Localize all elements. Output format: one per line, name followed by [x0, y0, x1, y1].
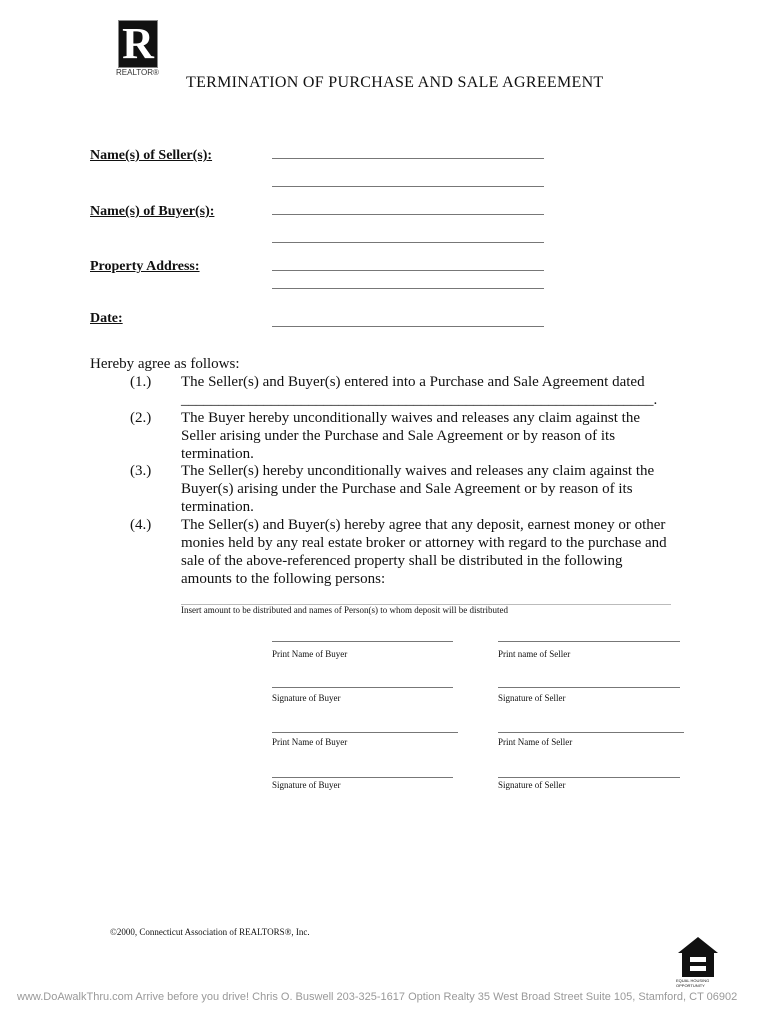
clause-2-line: The Buyer hereby unconditionally waives and releases any claim against the [181, 410, 641, 426]
seller-signature-label: Signature of Seller [498, 693, 566, 703]
buyer-print-label: Print Name of Buyer [272, 649, 348, 659]
seller-print-line-1[interactable] [498, 641, 680, 642]
logo-letter: R [122, 19, 154, 68]
seller-print-label: Print name of Seller [498, 649, 571, 659]
seller-print-label: Print Name of Seller [498, 737, 573, 747]
intro-text: Hereby agree as follows: [90, 356, 240, 372]
clause-2-line: termination. [181, 446, 254, 462]
page-title: TERMINATION OF PURCHASE AND SALE AGREEMENT [186, 74, 604, 91]
clause-1-number: (1.) [130, 374, 152, 390]
date-line[interactable] [272, 326, 544, 327]
seller-names-line-2[interactable] [272, 186, 544, 187]
copyright-notice: ©2000, Connecticut Association of REALTORS®, Inc. [110, 927, 310, 937]
clause-4-line: The Seller(s) and Buyer(s) hereby agree that any deposit, earnest money or other [181, 517, 666, 533]
buyer-signature-label: Signature of Buyer [272, 693, 341, 703]
seller-names-label: Name(s) of Seller(s): [90, 148, 213, 163]
buyer-print-line-1[interactable] [272, 641, 453, 642]
seller-signature-line-2[interactable] [498, 777, 680, 778]
buyer-names-label: Name(s) of Buyer(s): [90, 204, 215, 219]
equal-housing-text: EQUAL HOUSING OPPORTUNITY [676, 978, 710, 988]
clause-1-line: The Seller(s) and Buyer(s) entered into a Purchase and Sale Agreement dated [181, 374, 645, 390]
distribution-caption: Insert amount to be distributed and names of Person(s) to whom deposit will be distributed [181, 605, 508, 615]
buyer-print-line-2[interactable] [272, 732, 458, 733]
buyer-names-line-2[interactable] [272, 242, 544, 243]
buyer-signature-label: Signature of Buyer [272, 780, 341, 790]
buyer-signature-line-1[interactable] [272, 687, 453, 688]
clause-4-line: amounts to the following persons: [181, 571, 386, 587]
equal-housing-icon [676, 935, 720, 977]
buyer-signature-line-2[interactable] [272, 777, 453, 778]
property-address-line-1[interactable] [272, 270, 544, 271]
seller-names-line-1[interactable] [272, 158, 544, 159]
clause-4-line: sale of the above-referenced property shall be distributed in the following [181, 553, 623, 569]
realtor-logo-text: REALTOR® [116, 68, 159, 77]
clause-3-number: (3.) [130, 463, 152, 479]
clause-3-line: The Seller(s) hereby unconditionally waives and releases any claim against the [181, 463, 655, 479]
seller-signature-line-1[interactable] [498, 687, 680, 688]
seller-signature-label: Signature of Seller [498, 780, 566, 790]
clause-4-line: monies held by any real estate broker or attorney with regard to the purchase and [181, 535, 667, 551]
realtor-logo [118, 20, 158, 68]
clause-4-number: (4.) [130, 517, 152, 533]
clause-3-line: Buyer(s) arising under the Purchase and Sale Agreement or by reason of its [181, 481, 633, 497]
seller-print-line-2[interactable] [498, 732, 684, 733]
property-address-label: Property Address: [90, 259, 200, 274]
clause-1-date-blank[interactable]: _______________________________________________________________. [181, 392, 658, 408]
property-address-line-2[interactable] [272, 288, 544, 289]
footer-advertisement: www.DoAwalkThru.com Arrive before you drive! Chris O. Buswell 203-325-1617 Option Realty 35 West Broad Street Suite 105, Stamford, CT 06902 [17, 991, 738, 1003]
clause-3-line: termination. [181, 499, 254, 515]
date-label: Date: [90, 311, 123, 326]
buyer-names-line-1[interactable] [272, 214, 544, 215]
clause-2-line: Seller arising under the Purchase and Sale Agreement or by reason of its [181, 428, 616, 444]
clause-2-number: (2.) [130, 410, 152, 426]
buyer-print-label: Print Name of Buyer [272, 737, 348, 747]
